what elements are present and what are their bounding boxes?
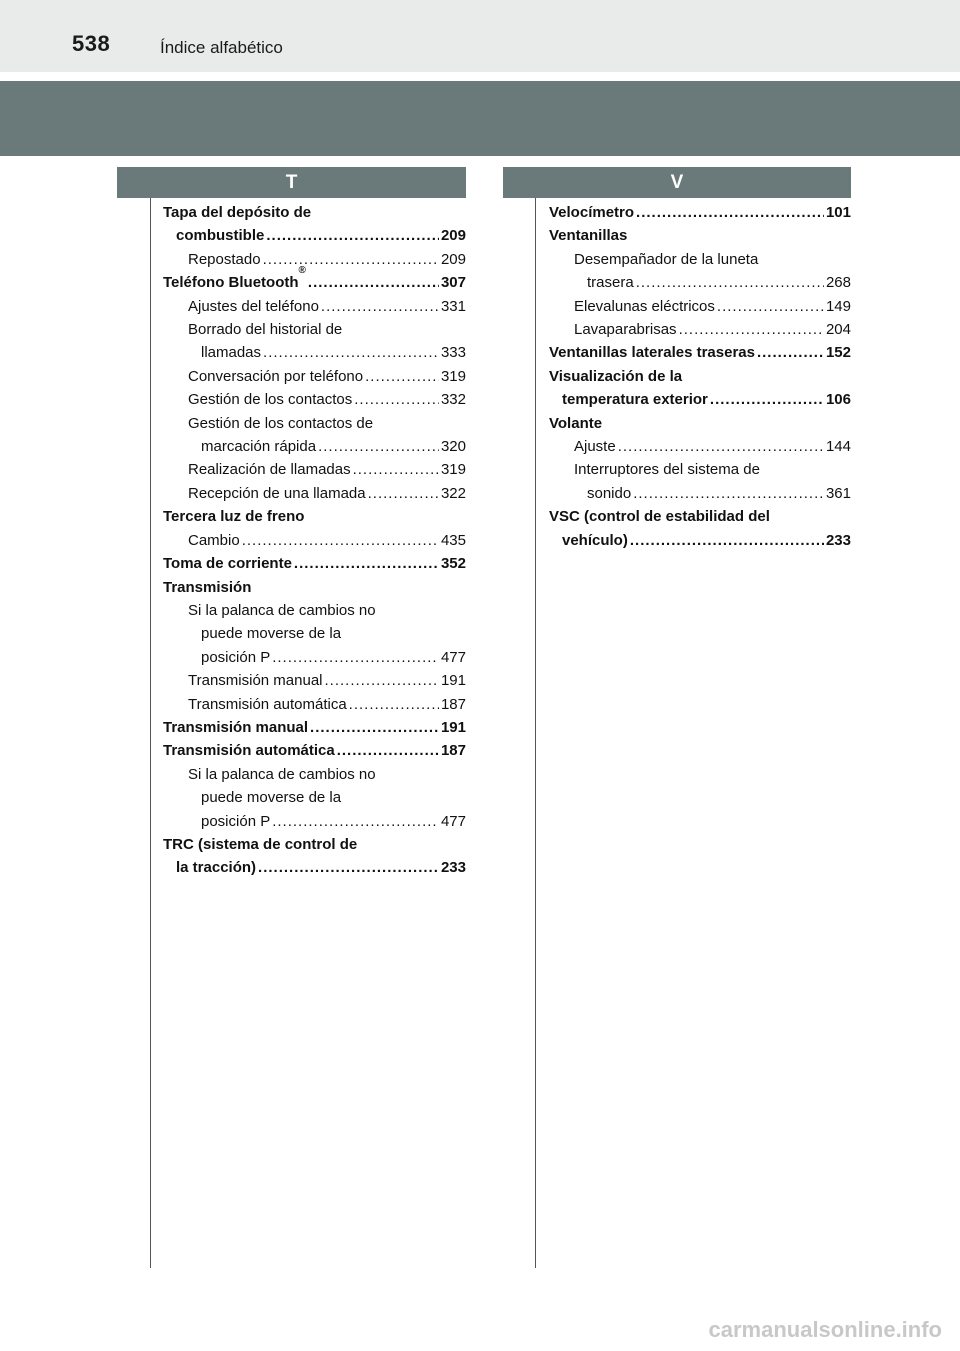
entry-text: Transmisión manual	[163, 718, 309, 736]
dot-leader	[630, 529, 824, 552]
dot-leader	[308, 271, 439, 294]
page-reference: 322	[440, 484, 466, 502]
page-reference: 333	[440, 344, 466, 362]
page-reference: 187	[440, 695, 466, 713]
index-entry	[549, 224, 851, 247]
entry-text: puede moverse de la	[201, 789, 342, 807]
entry-text: trasera	[587, 274, 634, 292]
index-entry	[163, 646, 466, 669]
index-entry	[163, 295, 466, 318]
page-header	[0, 0, 960, 72]
entry-text: Ajustes del teléfono	[188, 297, 319, 315]
entry-text: puede moverse de la	[201, 625, 342, 643]
index-column-v	[549, 201, 851, 552]
dot-leader	[633, 482, 824, 505]
entry-text: Transmisión manual	[188, 672, 323, 690]
entry-text: vehículo)	[562, 531, 628, 549]
entry-text: Cambio	[188, 531, 240, 549]
column-divider-left	[150, 198, 151, 1268]
page-reference: 331	[440, 297, 466, 315]
entry-text: Velocímetro	[549, 204, 635, 221]
dot-leader	[263, 248, 439, 271]
dot-leader	[318, 435, 439, 458]
index-entry	[163, 529, 466, 552]
dot-leader	[310, 716, 439, 739]
section-header-t: T	[117, 167, 466, 198]
entry-text: Gestión de los contactos de	[188, 414, 374, 432]
index-entry	[549, 482, 851, 505]
index-entry	[163, 622, 466, 645]
index-entry	[163, 412, 466, 435]
dot-leader	[263, 341, 439, 364]
entry-text: Transmisión	[163, 578, 252, 596]
entry-text: Recepción de una llamada	[188, 484, 366, 502]
entry-text: sonido	[587, 484, 632, 502]
entry-text: TRC (sistema de control de	[163, 835, 358, 853]
entry-text: la tracción)	[176, 859, 257, 877]
index-entry	[163, 201, 466, 224]
page-reference: 106	[825, 391, 851, 409]
entry-text: Teléfono Bluetooth	[163, 274, 299, 292]
index-entry	[163, 669, 466, 692]
index-entry	[163, 693, 466, 716]
entry-text: Transmisión automática	[163, 742, 335, 760]
dot-leader	[710, 388, 824, 411]
page-reference: 233	[825, 531, 851, 549]
index-entry	[549, 412, 851, 435]
dot-leader	[325, 669, 439, 692]
index-entry	[163, 341, 466, 364]
entry-text: Repostado	[188, 250, 261, 268]
index-entry	[163, 856, 466, 879]
index-entry	[163, 458, 466, 481]
entry-text: Toma de corriente	[163, 555, 292, 573]
registered-mark: ®	[298, 265, 306, 277]
entry-text: Desempañador de la luneta	[574, 250, 759, 268]
entry-text: VSC (control de estabilidad del	[549, 508, 770, 526]
index-entry	[163, 786, 466, 809]
page-reference: 320	[440, 438, 466, 456]
index-entry	[549, 271, 851, 294]
dot-leader	[266, 224, 439, 247]
dot-leader	[353, 458, 439, 481]
page-reference: 233	[440, 859, 466, 877]
index-entry	[163, 482, 466, 505]
entry-text: Ventanillas	[549, 227, 628, 245]
index-entry	[163, 576, 466, 599]
dot-leader	[294, 552, 439, 575]
index-entry	[549, 341, 851, 364]
index-entry	[163, 318, 466, 341]
section-header-v: V	[503, 167, 851, 198]
page-reference: 209	[440, 227, 466, 245]
page-reference: 477	[440, 648, 466, 666]
dot-leader	[365, 365, 439, 388]
dot-leader	[636, 201, 824, 224]
index-column-t	[163, 201, 466, 880]
page-reference: 144	[825, 438, 851, 456]
index-entry	[163, 599, 466, 622]
dot-leader	[354, 388, 439, 411]
page-reference: 307	[440, 274, 466, 292]
dot-leader	[368, 482, 439, 505]
index-entry	[163, 435, 466, 458]
entry-text: temperatura exterior	[562, 391, 708, 409]
index-entry	[549, 529, 851, 552]
entry-text: Si la palanca de cambios no	[188, 765, 376, 783]
entry-text: Realización de llamadas	[188, 461, 351, 479]
dot-leader	[242, 529, 439, 552]
entry-text: posición P	[201, 812, 271, 830]
entry-text: marcación rápida	[201, 438, 317, 456]
page-reference: 101	[825, 204, 851, 221]
page-reference: 209	[440, 250, 466, 268]
entry-text: Gestión de los contactos	[188, 391, 353, 409]
page-reference: 191	[440, 718, 466, 736]
entry-text: posición P	[201, 648, 271, 666]
index-entry	[549, 365, 851, 388]
entry-text: Interruptores del sistema de	[574, 461, 760, 479]
entry-text: Ventanillas laterales traseras	[549, 344, 755, 362]
dot-leader	[636, 271, 824, 294]
dot-leader	[757, 341, 824, 364]
index-entry	[549, 318, 851, 341]
index-entry	[163, 763, 466, 786]
entry-text: Borrado del historial de	[188, 321, 343, 339]
index-entry	[549, 505, 851, 528]
entry-text: Ajuste	[574, 438, 616, 456]
entry-text: Tapa del depósito de	[163, 204, 312, 221]
page-reference: 435	[440, 531, 466, 549]
dot-leader	[618, 435, 824, 458]
index-entry	[163, 265, 466, 294]
index-entry	[549, 458, 851, 481]
page-reference: 319	[440, 367, 466, 385]
dot-leader	[717, 295, 824, 318]
entry-text: combustible	[176, 227, 265, 245]
page-reference: 319	[440, 461, 466, 479]
page-reference: 152	[825, 344, 851, 362]
index-entry	[549, 295, 851, 318]
index-entry	[163, 365, 466, 388]
dot-leader	[321, 295, 439, 318]
page-reference: 352	[440, 555, 466, 573]
index-entry	[163, 224, 466, 247]
index-entry	[549, 248, 851, 271]
page-reference: 332	[440, 391, 466, 409]
index-entry	[163, 552, 466, 575]
page-reference: 191	[440, 672, 466, 690]
page-reference: 268	[825, 274, 851, 292]
entry-text: Elevalunas eléctricos	[574, 297, 715, 315]
entry-text: llamadas	[201, 344, 262, 362]
dot-leader	[272, 646, 439, 669]
column-divider-right	[535, 198, 536, 1268]
page-reference: 361	[825, 484, 851, 502]
entry-text: Tercera luz de freno	[163, 508, 305, 526]
page-reference: 477	[440, 812, 466, 830]
header-band	[0, 81, 960, 156]
index-entry	[163, 810, 466, 833]
entry-text: Volante	[549, 414, 603, 432]
index-entry	[549, 435, 851, 458]
page-title: Índice alfabético	[160, 38, 283, 57]
dot-leader	[349, 693, 439, 716]
index-entry	[163, 739, 466, 762]
index-entry	[163, 248, 466, 271]
entry-text: Visualización de la	[549, 367, 683, 385]
index-entry	[163, 505, 466, 528]
dot-leader	[337, 739, 439, 762]
entry-text: Si la palanca de cambios no	[188, 601, 376, 619]
entry-text: Transmisión automática	[188, 695, 347, 713]
entry-text: Conversación por teléfono	[188, 367, 364, 385]
index-entry	[163, 833, 466, 856]
page-number: 538	[72, 31, 111, 56]
page-reference: 204	[825, 321, 851, 339]
index-entry	[163, 716, 466, 739]
index-entry	[549, 201, 851, 224]
page-reference: 187	[440, 742, 466, 760]
dot-leader	[679, 318, 824, 341]
index-entry	[163, 388, 466, 411]
index-entry	[549, 388, 851, 411]
entry-text: Lavaparabrisas	[574, 321, 677, 339]
dot-leader	[258, 856, 439, 879]
dot-leader	[272, 810, 439, 833]
page-reference: 149	[825, 297, 851, 315]
watermark: carmanualsonline.info	[708, 1317, 942, 1342]
